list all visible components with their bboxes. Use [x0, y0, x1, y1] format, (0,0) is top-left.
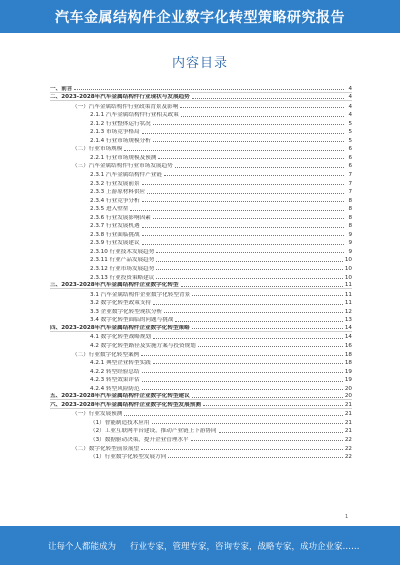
- toc-entry[interactable]: [50, 298, 352, 307]
- toc-entry[interactable]: [50, 358, 352, 367]
- report-footer: [0, 526, 400, 565]
- toc-leader-dots: [124, 415, 343, 416]
- toc-entry[interactable]: [50, 204, 352, 213]
- toc-leader-dots: [153, 304, 343, 305]
- footer-slogan-left: 让每个人都能成为: [48, 541, 117, 552]
- toc-entry-page: 20: [344, 385, 352, 392]
- toc-entry[interactable]: [50, 306, 352, 315]
- toc-entry[interactable]: [50, 349, 352, 358]
- toc-entry-page: 21: [344, 401, 352, 408]
- toc-leader-dots: [142, 389, 343, 390]
- toc-entry-text: （2）工业互联网平台建设，推动产业链上下游协同: [90, 428, 217, 435]
- toc-entry-text: 2.3.11 行业产品发展趋势: [90, 257, 155, 264]
- toc-leader-dots: [192, 295, 343, 296]
- toc-entry-page: 4: [348, 85, 352, 92]
- toc-entry-text: 2.3.10 行业技术发展趋势: [90, 248, 155, 255]
- toc-entry[interactable]: [50, 229, 352, 238]
- toc-leader-dots: [142, 244, 344, 245]
- toc-entry-text: 4.2.4 转型风险防范: [90, 385, 140, 392]
- toc-entry[interactable]: [50, 366, 352, 375]
- toc-entry[interactable]: [50, 93, 352, 102]
- toc-leader-dots: [181, 116, 344, 117]
- toc-entry-text: 2.3.7 行业发展机遇: [90, 223, 140, 230]
- toc-leader-dots: [152, 423, 343, 424]
- toc-entry-page: 5: [348, 137, 352, 144]
- toc-leader-dots: [164, 312, 343, 313]
- toc-entry-page: 8: [348, 214, 352, 221]
- toc-leader-dots: [142, 133, 344, 134]
- toc-entry-page: 12: [344, 308, 352, 315]
- toc-leader-dots: [153, 363, 343, 364]
- toc-leader-dots: [164, 175, 344, 176]
- toc-leader-dots: [142, 235, 344, 236]
- toc-leader-dots: [168, 457, 343, 458]
- toc-entry-text: （一）行业发展预测: [72, 411, 123, 418]
- toc-leader-dots: [153, 338, 343, 339]
- toc-entry-text: （一）汽车金属结构件行业政策背景及影响: [72, 103, 179, 110]
- toc-entry-text: 2.3.13 行业投资策略建议: [90, 274, 155, 281]
- toc-leader-dots: [192, 98, 344, 99]
- toc-leader-dots: [153, 124, 344, 125]
- toc-entry-text: （1）行业数字化转型发展方向: [90, 454, 167, 461]
- toc-entry[interactable]: [50, 332, 352, 341]
- toc-entry-page: 6: [348, 154, 352, 161]
- toc-leader-dots: [203, 405, 343, 406]
- toc-entry[interactable]: [50, 452, 352, 461]
- toc-entry-page: 7: [348, 180, 352, 187]
- toc-leader-dots: [156, 252, 344, 253]
- toc-entry[interactable]: [50, 84, 352, 93]
- toc-entry-text: 3.2 数字化转型政策支持: [90, 300, 152, 307]
- toc-entry-text: （1）智能制造技术应用: [90, 419, 150, 426]
- toc-entry[interactable]: [50, 263, 352, 272]
- toc-entry-page: 9: [348, 240, 352, 247]
- toc-entry[interactable]: [50, 434, 352, 443]
- toc-entry[interactable]: [50, 118, 352, 127]
- toc-entry-text: 2.2.1 行业市场规模及预测: [90, 154, 157, 161]
- toc-entry[interactable]: [50, 101, 352, 110]
- toc-entry[interactable]: [50, 161, 352, 170]
- toc-entry[interactable]: [50, 152, 352, 161]
- toc-leader-dots: [191, 440, 343, 441]
- toc-entry[interactable]: [50, 409, 352, 418]
- toc-entry-text: 四、2023-2028年汽车金属结构件企业数字化转型策略: [50, 324, 190, 331]
- toc-entry-page: 19: [344, 377, 352, 384]
- toc-entry-text: 二、2023-2028年汽车金属结构件行业现状与发展趋势: [50, 94, 190, 101]
- toc-entry-text: （二）行业数字化转型案例: [72, 351, 140, 358]
- toc-leader-dots: [141, 355, 343, 356]
- toc-entry[interactable]: [50, 187, 352, 196]
- toc-leader-dots: [175, 167, 344, 168]
- toc-entry-page: 8: [348, 206, 352, 213]
- toc-entry-text: 4.2.3 转型效果评估: [90, 377, 140, 384]
- toc-entry-text: 2.1.4 行业市场规模分析: [90, 137, 151, 144]
- toc-leader-dots: [156, 261, 343, 262]
- toc-leader-dots: [142, 381, 343, 382]
- toc-entry-page: 11: [344, 282, 352, 289]
- footer-slogan-right: 行业专家，管理专家，咨询专家，战略专家，成功企业家……: [130, 541, 360, 552]
- toc-entry[interactable]: [50, 400, 352, 409]
- toc-entry-page: 4: [348, 112, 352, 119]
- toc-entry-page: 22: [344, 436, 352, 443]
- toc-entry-text: 2.3.8 行业面临挑战: [90, 231, 140, 238]
- toc-entry-text: （二）行业市场规模: [72, 146, 123, 153]
- toc-entry[interactable]: [50, 315, 352, 324]
- toc-leader-dots: [219, 432, 343, 433]
- toc-entry-text: 2.1.2 行业整体运行状况: [90, 120, 151, 127]
- toc-entry-text: 2.3.6 行业发展影响因素: [90, 214, 151, 221]
- toc-leader-dots: [156, 278, 343, 279]
- toc-leader-dots: [198, 346, 343, 347]
- toc-entry-text: 2.3.3 上游原材料供应: [90, 189, 146, 196]
- toc-entry[interactable]: [50, 443, 352, 452]
- toc-entry-page: 21: [344, 411, 352, 418]
- toc-entry-page: 5: [348, 120, 352, 127]
- toc-entry[interactable]: [50, 221, 352, 230]
- toc-entry[interactable]: [50, 426, 352, 435]
- toc-entry-page: 8: [348, 223, 352, 230]
- toc-entry-text: （3）数据驱动决策，提升企业管理水平: [90, 436, 189, 443]
- toc-entry-page: 22: [344, 454, 352, 461]
- toc-entry-page: 21: [344, 419, 352, 426]
- toc-entry[interactable]: [50, 178, 352, 187]
- toc-leader-dots: [181, 286, 343, 287]
- toc-entry-page: 8: [348, 197, 352, 204]
- toc-leader-dots: [130, 210, 344, 211]
- toc-entry-text: 2.1.3 市场竞争格局: [90, 129, 140, 136]
- toc-entry-page: 18: [344, 351, 352, 358]
- toc-entry[interactable]: [50, 255, 352, 264]
- toc-entry[interactable]: [50, 323, 352, 332]
- toc-entry-page: 19: [344, 368, 352, 375]
- toc-entry[interactable]: [50, 110, 352, 119]
- toc-entry-text: 4.1 数字化转型战略规划: [90, 334, 152, 341]
- toc-entry[interactable]: [50, 169, 352, 178]
- toc-entry-page: 11: [344, 291, 352, 298]
- toc-entry[interactable]: [50, 195, 352, 204]
- toc-entry[interactable]: [50, 238, 352, 247]
- toc-entry-page: 7: [348, 189, 352, 196]
- toc-entry[interactable]: [50, 144, 352, 153]
- toc-leader-dots: [192, 397, 343, 398]
- toc-list: [50, 84, 352, 460]
- toc-leader-dots: [192, 328, 343, 329]
- report-header: [0, 0, 400, 33]
- toc-entry[interactable]: [50, 340, 352, 349]
- toc-entry[interactable]: [50, 417, 352, 426]
- toc-entry-page: 10: [344, 274, 352, 281]
- toc-entry-page: 6: [348, 163, 352, 170]
- toc-leader-dots: [142, 201, 344, 202]
- toc-entry-page: 11: [344, 300, 352, 307]
- toc-entry-page: 6: [348, 146, 352, 153]
- toc-entry-page: 4: [348, 103, 352, 110]
- toc-entry-text: （二）数字化转型前景展望: [72, 445, 140, 452]
- toc-entry-text: 2.3.12 行业市场发展趋势: [90, 266, 155, 273]
- toc-entry-text: 一、前言: [50, 85, 73, 92]
- toc-entry[interactable]: [50, 212, 352, 221]
- toc-entry[interactable]: [50, 289, 352, 298]
- toc-entry-page: 9: [348, 231, 352, 238]
- toc-entry-page: 20: [344, 393, 352, 400]
- toc-entry-page: 13: [344, 317, 352, 324]
- toc-entry-page: 14: [344, 334, 352, 341]
- toc-entry[interactable]: [50, 392, 352, 401]
- toc-leader-dots: [142, 184, 344, 185]
- toc-entry[interactable]: [50, 127, 352, 136]
- toc-entry-page: 10: [344, 257, 352, 264]
- toc-entry-text: 2.3.9 行业发展建议: [90, 240, 140, 247]
- toc-entry[interactable]: [50, 375, 352, 384]
- toc-entry-page: 14: [344, 324, 352, 331]
- toc-leader-dots: [153, 141, 344, 142]
- toc-entry-text: 4.2 数字化转型路径及实施方案与投资规划: [90, 342, 196, 349]
- toc-leader-dots: [147, 193, 344, 194]
- toc-entry-page: 18: [344, 360, 352, 367]
- toc-entry[interactable]: [50, 281, 352, 290]
- toc-leader-dots: [153, 218, 344, 219]
- toc-entry[interactable]: [50, 383, 352, 392]
- toc-leader-dots: [158, 158, 344, 159]
- toc-entry[interactable]: [50, 135, 352, 144]
- toc-entry[interactable]: [50, 272, 352, 281]
- toc-leader-dots: [180, 107, 344, 108]
- toc-leader-dots: [141, 449, 343, 450]
- toc-leader-dots: [124, 150, 344, 151]
- toc-entry-text: （三）汽车金属结构件行业市场发展趋势: [72, 163, 173, 170]
- toc-entry-page: 9: [348, 248, 352, 255]
- toc-entry-text: 2.3.5 进入壁垒: [90, 206, 129, 213]
- toc-title: 内容目录: [171, 56, 228, 71]
- toc-entry-text: 2.3.2 行业发展前景: [90, 180, 140, 187]
- toc-entry-text: 五、2023-2028年汽车金属结构件企业数字化转型建议: [50, 393, 190, 400]
- toc-entry-page: 4: [348, 94, 352, 101]
- toc-entry-text: 3.3 企业数字化转型现状分析: [90, 308, 163, 315]
- toc-entry-page: 5: [348, 129, 352, 136]
- toc-entry-text: 4.2.2 转型经验总结: [90, 368, 140, 375]
- toc-entry-text: 2.3.1 汽车金属结构件产业链: [90, 172, 162, 179]
- toc-entry-page: 21: [344, 428, 352, 435]
- toc-leader-dots: [142, 372, 343, 373]
- toc-entry-page: 10: [344, 266, 352, 273]
- toc-entry-page: 16: [344, 342, 352, 349]
- toc-entry-text: 3.4 数字化转型面临的问题与挑战: [90, 317, 174, 324]
- page-number: 1: [345, 514, 349, 520]
- toc-entry-text: 4.2.1 典型企业转型实践: [90, 360, 151, 367]
- toc-entry[interactable]: [50, 246, 352, 255]
- toc-leader-dots: [142, 227, 344, 228]
- toc-entry-page: 22: [344, 445, 352, 452]
- toc-leader-dots: [175, 321, 342, 322]
- toc-entry-page: 7: [348, 172, 352, 179]
- report-title: 汽车金属结构件企业数字化转型策略研究报告: [55, 9, 345, 26]
- toc-entry-text: 2.3.4 行业竞争分析: [90, 197, 140, 204]
- toc-leader-dots: [74, 89, 344, 90]
- toc-entry-text: 三、2023-2028年汽车金属结构件企业数字化转型: [50, 282, 179, 289]
- toc-entry-text: 六、2023-2028年汽车金属结构件企业数字化转型发展预测: [50, 401, 201, 408]
- toc-leader-dots: [156, 269, 343, 270]
- toc-entry-text: 3.1 汽车金属结构件企业数字化转型背景: [90, 291, 191, 298]
- toc-entry-text: 2.1.1 汽车金属结构件行业相关政策: [90, 112, 179, 119]
